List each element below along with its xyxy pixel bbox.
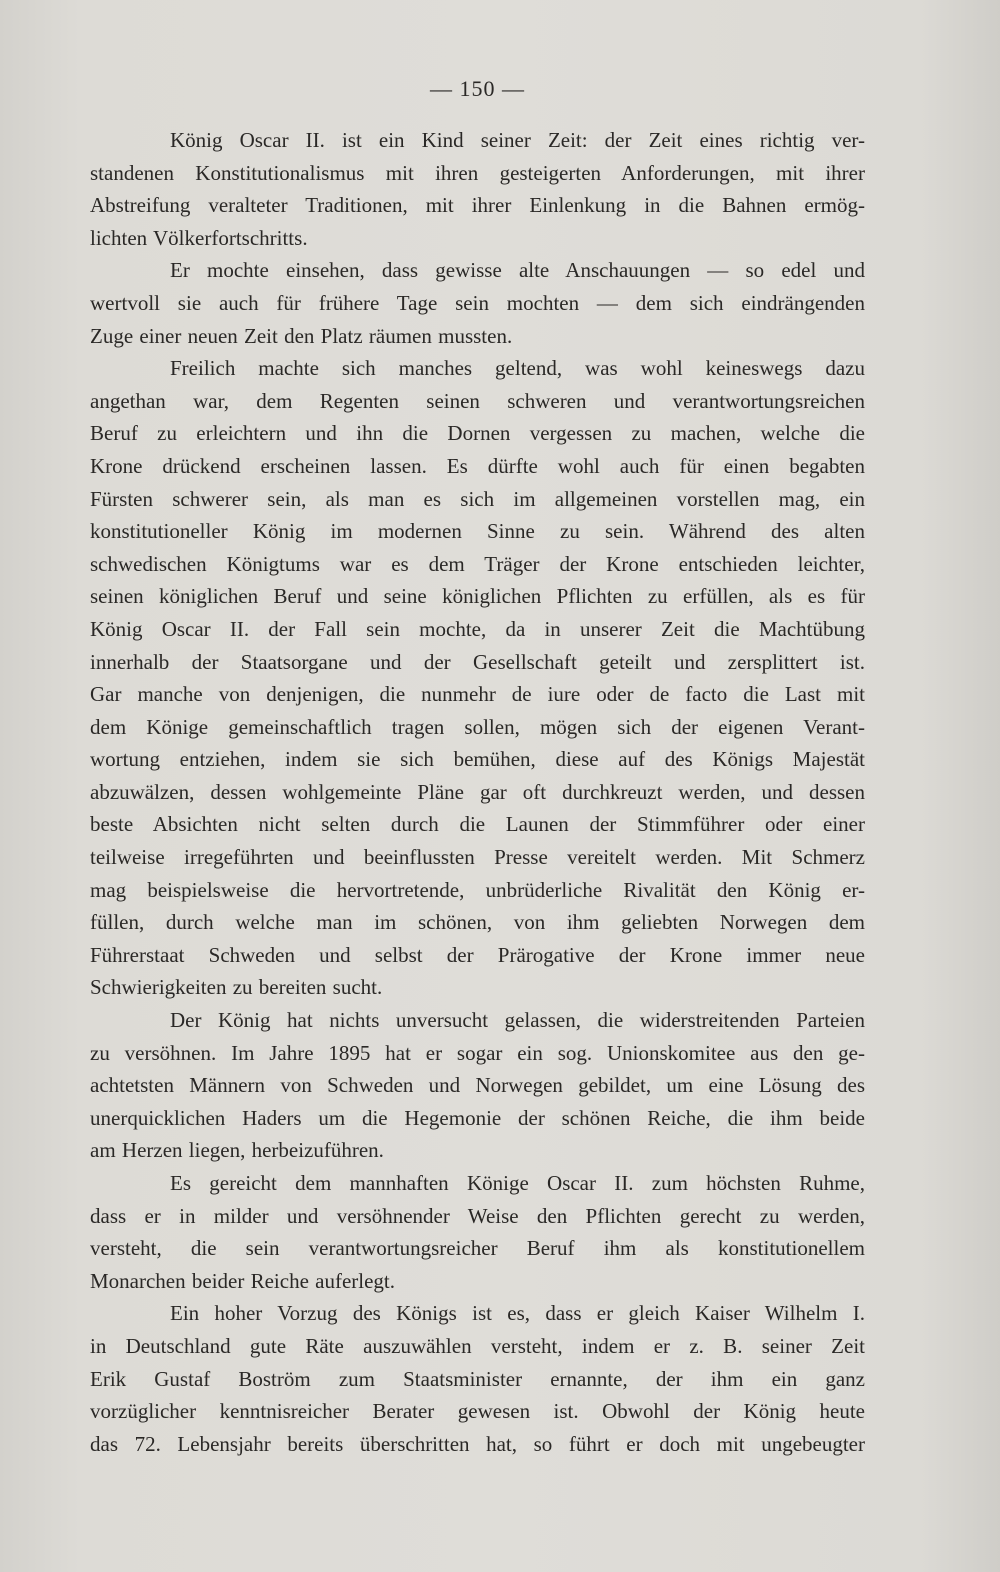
text-line: Führerstaat Schweden und selbst der Prärogative der Krone immer neue (90, 942, 865, 967)
paragraph-1 (90, 124, 865, 254)
text-line: standenen Konstitutionalismus mit ihren gesteigerten Anforderungen, mit ihrer (90, 160, 865, 185)
text-line: in Deutschland gute Räte auszuwählen versteht, indem er z. B. seiner Zeit (90, 1333, 865, 1358)
text-line: Beruf zu erleichtern und ihn die Dornen vergessen zu machen, welche die (90, 421, 865, 446)
page-number: — 150 — (430, 76, 525, 101)
text-line: innerhalb der Staatsorgane und der Gesellschaft geteilt und zersplittert ist. (90, 649, 865, 674)
text-line: vorzüglicher kenntnisreicher Berater gewesen ist. Obwohl der König heute (90, 1399, 865, 1424)
text-line: das 72. Lebensjahr bereits überschritten hat, so führt er doch mit ungebeugter (90, 1431, 865, 1456)
text-line: füllen, durch welche man im schönen, von ihm geliebten Norwegen dem (90, 910, 865, 935)
body-text (90, 124, 865, 1460)
text-line: Der König hat nichts unversucht gelassen, die widerstreitenden Parteien (170, 1008, 865, 1033)
paragraph-2 (90, 254, 865, 352)
text-line: Es gereicht dem mannhaften Könige Oscar II. zum höchsten Ruhme, (170, 1171, 865, 1195)
paragraph-3 (90, 352, 865, 1004)
text-line: wertvoll sie auch für frühere Tage sein mochten — dem sich eindrängenden (90, 290, 865, 315)
text-line: Krone drückend erscheinen lassen. Es dürfte wohl auch für einen begabten (90, 453, 865, 478)
text-line: lichten Völkerfortschritts. (90, 225, 308, 250)
text-line: zu versöhnen. Im Jahre 1895 hat er sogar ein sog. Unionskomitee aus den ge- (90, 1040, 865, 1065)
text-line: teilweise irregeführten und beeinflussten Presse vereitelt werden. Mit Schmerz (90, 845, 865, 870)
text-line: Ein hoher Vorzug des Königs ist es, dass er gleich Kaiser Wilhelm I. (170, 1301, 865, 1326)
text-line: abzuwälzen, dessen wohlgemeinte Pläne gar oft durchkreuzt werden, und dessen (90, 779, 865, 804)
text-line: mag beispielsweise die hervortretende, unbrüderliche Rivalität den König er- (90, 877, 865, 902)
text-line: Er mochte einsehen, dass gewisse alte Anschauungen — so edel und (170, 258, 865, 283)
text-line: Zuge einer neuen Zeit den Platz räumen mussten. (90, 323, 513, 348)
text-line: unerquicklichen Haders um die Hegemonie der schönen Reiche, die ihm beide (90, 1105, 865, 1130)
text-line: beste Absichten nicht selten durch die Launen der Stimmführer oder einer (90, 812, 865, 837)
text-line: wortung entziehen, indem sie sich bemühen, diese auf des Königs Majestät (90, 747, 865, 772)
text-line: angethan war, dem Regenten seinen schweren und verantwortungsreichen (90, 388, 865, 413)
text-line: Erik Gustaf Boström zum Staatsminister ernannte, der ihm ein ganz (90, 1366, 865, 1391)
text-line: Abstreifung veralteter Traditionen, mit ihrer Einlenkung in die Bahnen ermög- (90, 193, 865, 218)
text-line: Freilich machte sich manches geltend, was wohl keineswegs dazu (170, 356, 865, 381)
text-line: Schwierigkeiten zu bereiten sucht. (90, 975, 383, 1000)
paragraph-5 (90, 1167, 865, 1297)
text-line: dass er in milder und versöhnender Weise den Pflichten gerecht zu werden, (90, 1203, 865, 1228)
text-line: Gar manche von denjenigen, die nunmehr de iure oder de facto die Last mit (90, 682, 865, 707)
paragraph-4 (90, 1004, 865, 1167)
text-line: dem Könige gemeinschaftlich tragen sollen, mögen sich der eigenen Verant- (90, 714, 865, 739)
text-line: achtetsten Männern von Schweden und Norwegen gebildet, um eine Lösung des (90, 1073, 865, 1098)
text-line: am Herzen liegen, herbeizuführen. (90, 1138, 384, 1163)
text-line: König Oscar II. ist ein Kind seiner Zeit: der Zeit eines richtig ver- (170, 128, 865, 152)
text-line: seinen königlichen Beruf und seine königlichen Pflichten zu erfüllen, als es für (90, 584, 865, 609)
text-line: schwedischen Königtums war es dem Träger der Krone entschieden leichter, (90, 551, 865, 576)
text-line: Monarchen beider Reiche auferlegt. (90, 1268, 396, 1293)
text-line: konstitutioneller König im modernen Sinne zu sein. Während des alten (90, 519, 865, 544)
paragraph-6 (90, 1297, 865, 1460)
text-line: König Oscar II. der Fall sein mochte, da in unserer Zeit die Machtübung (90, 616, 865, 641)
text-line: versteht, die sein verantwortungsreicher Beruf ihm als konstitutionellem (90, 1236, 865, 1261)
text-line: Fürsten schwerer sein, als man es sich im allgemeinen vorstellen mag, ein (90, 486, 865, 511)
